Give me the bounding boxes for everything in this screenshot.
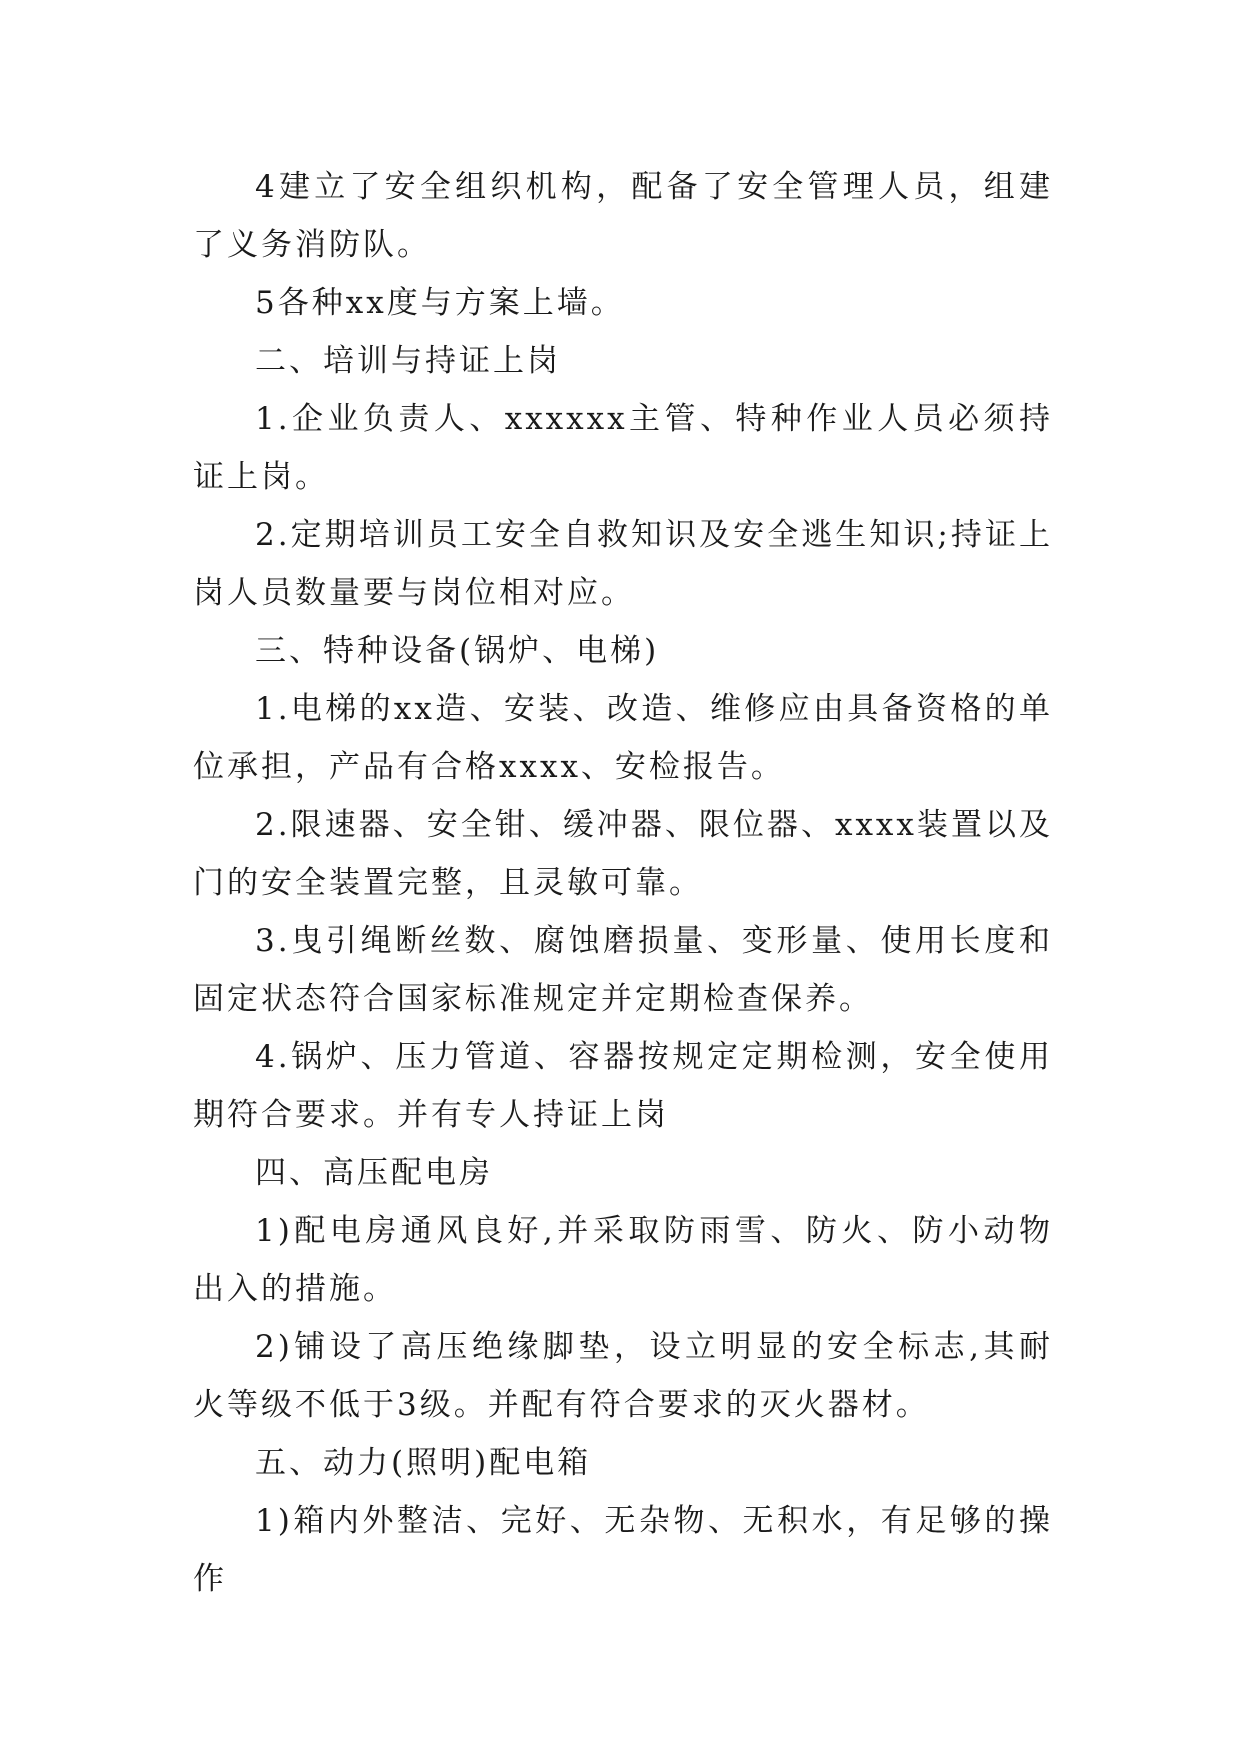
section-heading-distribution-box: 五、动力(照明)配电箱 <box>255 1445 592 1481</box>
paragraph-regular-training: 2.定期培训员工安全自救知识及安全逃生知识;持证上岗人员数量要与岗位相对应。 <box>193 517 1053 611</box>
paragraph-insulation-mats: 2)铺设了高压绝缘脚垫，设立明显的安全标志,其耐火等级不低于3级。并配有符合要求的灭火器材。 <box>193 1329 1053 1423</box>
paragraph-box-cleanliness: 1)箱内外整洁、完好、无杂物、无积水，有足够的操作 <box>193 1503 1053 1597</box>
paragraph-rules-posted: 5各种xx度与方案上墙。 <box>255 285 625 321</box>
paragraph-organization: 4建立了安全组织机构，配备了安全管理人员，组建了义务消防队。 <box>193 169 1053 263</box>
section-heading-training: 二、培训与持证上岗 <box>255 343 561 379</box>
paragraph-elevator-manufacture: 1.电梯的xx造、安装、改造、维修应由具备资格的单位承担，产品有合格xxxx、安检报告。 <box>193 691 1053 785</box>
section-heading-high-voltage-room: 四、高压配电房 <box>255 1155 493 1191</box>
paragraph-ventilation: 1)配电房通风良好,并采取防雨雪、防火、防小动物出入的措施。 <box>193 1213 1053 1307</box>
paragraph-safety-devices: 2.限速器、安全钳、缓冲器、限位器、xxxx装置以及门的安全装置完整，且灵敏可靠。 <box>193 807 1053 901</box>
document-body <box>193 158 1053 1608</box>
section-heading-special-equipment: 三、特种设备(锅炉、电梯) <box>255 633 660 669</box>
paragraph-traction-rope: 3.曳引绳断丝数、腐蚀磨损量、变形量、使用长度和固定状态符合国家标准规定并定期检查保养。 <box>193 923 1053 1017</box>
paragraph-boiler-inspection: 4.锅炉、压力管道、容器按规定定期检测，安全使用期符合要求。并有专人持证上岗 <box>193 1039 1053 1133</box>
paragraph-certification: 1.企业负责人、xxxxxx主管、特种作业人员必须持证上岗。 <box>193 401 1053 495</box>
